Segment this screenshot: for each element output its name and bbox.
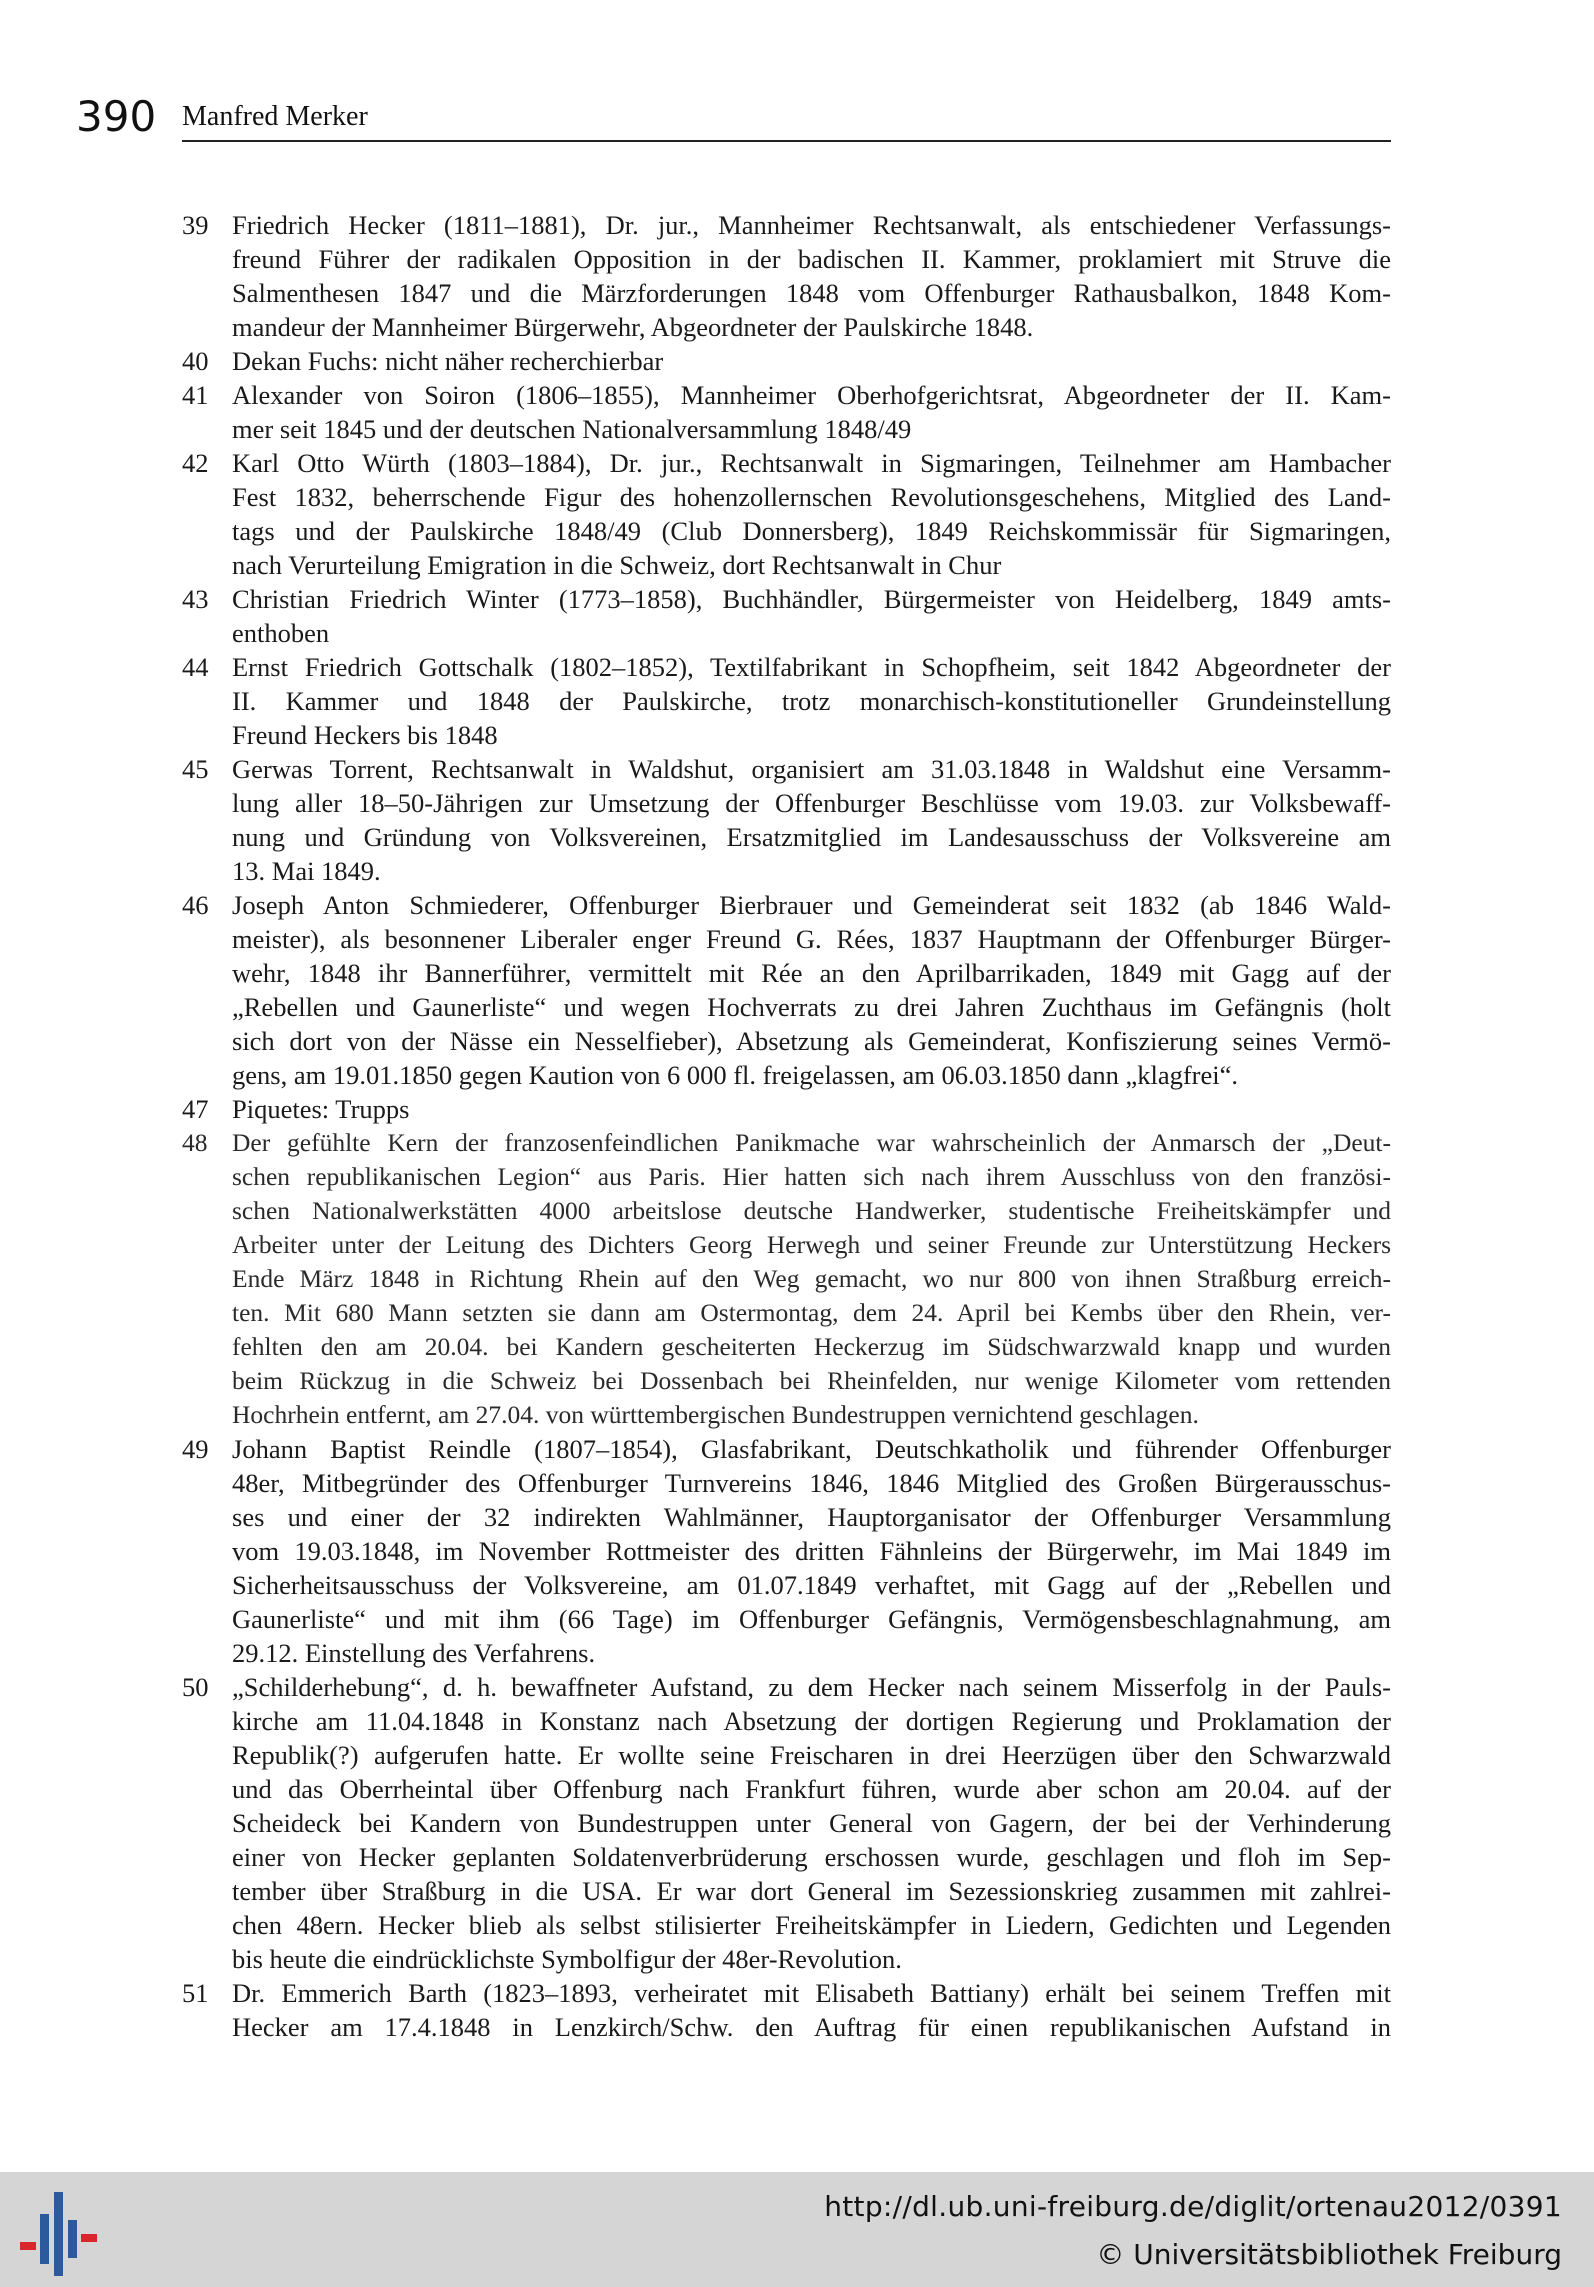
footnote-line: enthoben <box>232 618 330 648</box>
footnote-line: mandeur der Mannheimer Bürgerwehr, Abgeordneter der Paulskirche 1848. <box>232 312 1034 342</box>
running-head-author: Manfred Merker <box>182 101 368 132</box>
footnote-text <box>232 752 1391 888</box>
footnote-line: 48er, Mitbegründer des Offenburger Turnvereins 1846, 1846 Mitglied des Großen Bürgerausschus- <box>232 1468 1391 1498</box>
footnote-line: Republik(?) aufgerufen hatte. Er wollte seine Freischaren in drei Heerzügen über den Schwarzwald <box>232 1740 1391 1770</box>
footnote-number: 39 <box>182 210 209 240</box>
ub-freiburg-logo-icon <box>18 2190 100 2278</box>
footnote-text <box>232 650 1391 752</box>
footnote-line: bis heute die eindrücklichste Symbolfigur der 48er-Revolution. <box>232 1944 902 1974</box>
footnote-number: 45 <box>182 754 209 784</box>
footnote-line: schen republikanischen Legion“ aus Paris. Hier hatten sich nach ihrem Ausschluss von den französi- <box>232 1162 1391 1191</box>
footnote-number: 47 <box>182 1094 209 1124</box>
footnote-line: mer seit 1845 und der deutschen Nationalversammlung 1848/49 <box>232 414 912 444</box>
footnote-line: Ernst Friedrich Gottschalk (1802–1852), Textilfabrikant in Schopfheim, seit 1842 Abgeordneter der <box>232 652 1391 682</box>
footnotes <box>182 208 1391 2044</box>
header-rule <box>182 140 1391 142</box>
footnote-42 <box>182 446 1391 582</box>
footnote-line: Ende März 1848 in Richtung Rhein auf den Weg gemacht, wo nur 800 von ihnen Straßburg erreich- <box>232 1264 1391 1293</box>
footnote-line: schen Nationalwerkstätten 4000 arbeitslose deutsche Handwerker, studentische Freiheitskämpfer und <box>232 1196 1391 1225</box>
footnote-line: Dr. Emmerich Barth (1823–1893, verheiratet mit Elisabeth Battiany) erhält bei seinem Treffen mit <box>232 1978 1391 2008</box>
footnote-line: nung und Gründung von Volksvereinen, Ersatzmitglied im Landesausschuss der Volksvereine am <box>232 822 1391 852</box>
footnote-line: kirche am 11.04.1848 in Konstanz nach Absetzung der dortigen Regierung und Proklamation der <box>232 1706 1391 1736</box>
footnote-text <box>232 446 1391 582</box>
footnote-line: meister), als besonnener Liberaler enger Freund G. Rées, 1837 Hauptmann der Offenburger Bürger- <box>232 924 1391 954</box>
footnote-text <box>232 582 1391 650</box>
page-number: 390 <box>76 92 157 141</box>
footnote-40 <box>182 344 1391 378</box>
footnote-50 <box>182 1670 1391 1976</box>
footnote-line: Dekan Fuchs: nicht näher recherchierbar <box>232 346 664 376</box>
footnote-line: gens, am 19.01.1850 gegen Kaution von 6 000 fl. freigelassen, am 06.03.1850 dann „klagfrei“. <box>232 1060 1239 1090</box>
footnote-line: tags und der Paulskirche 1848/49 (Club Donnersberg), 1849 Reichskommissär für Sigmaringen, <box>232 516 1391 546</box>
footnote-line: Der gefühlte Kern der franzosenfeindlichen Panikmache war wahrscheinlich der Anmarsch der „Deut- <box>232 1128 1391 1157</box>
footnote-45 <box>182 752 1391 888</box>
footnote-line: einer von Hecker geplanten Soldatenverbrüderung erschossen wurde, geschlagen und floh im Sep- <box>232 1842 1391 1872</box>
footnote-text <box>232 208 1391 344</box>
footnote-line: ses und einer der 32 indirekten Wahlmänner, Hauptorganisator der Offenburger Versammlung <box>232 1502 1391 1532</box>
footnote-line: wehr, 1848 ihr Bannerführer, vermittelt mit Rée an den Aprilbarrikaden, 1849 mit Gagg auf der <box>232 958 1391 988</box>
footnote-number: 46 <box>182 890 209 920</box>
footnote-line: beim Rückzug in die Schweiz bei Dossenbach bei Rheinfelden, nur wenige Kilometer vom rettenden <box>232 1366 1391 1395</box>
footnote-line: „Rebellen und Gaunerliste“ und wegen Hochverrats zu drei Jahren Zuchthaus im Gefängnis (holt <box>232 992 1391 1022</box>
footnote-number: 43 <box>182 584 209 614</box>
footnote-line: und das Oberrheintal über Offenburg nach Frankfurt führen, wurde aber schon am 20.04. auf der <box>232 1774 1391 1804</box>
footnote-line: Christian Friedrich Winter (1773–1858), Buchhändler, Bürgermeister von Heidelberg, 1849 amts- <box>232 584 1391 614</box>
footnote-line: Arbeiter unter der Leitung des Dichters Georg Herwegh und seiner Freunde zur Unterstützung Heckers <box>232 1230 1391 1259</box>
footnote-line: chen 48ern. Hecker blieb als selbst stilisierter Freiheitskämpfer in Liedern, Gedichten und Legenden <box>232 1910 1391 1940</box>
footnote-number: 49 <box>182 1434 209 1464</box>
footnote-line: Johann Baptist Reindle (1807–1854), Glasfabrikant, Deutschkatholik und führender Offenburger <box>232 1434 1391 1464</box>
footnote-line: Friedrich Hecker (1811–1881), Dr. jur., Mannheimer Rechtsanwalt, als entschiedener Verfassungs- <box>232 210 1391 240</box>
footnote-line: tember über Straßburg in die USA. Er war dort General im Sezessionskrieg zusammen mit zahlrei- <box>232 1876 1391 1906</box>
footnote-number: 42 <box>182 448 209 478</box>
footnote-line: Fest 1832, beherrschende Figur des hohenzollernschen Revolutionsgeschehens, Mitglied des Land- <box>232 482 1391 512</box>
footnote-46 <box>182 888 1391 1092</box>
footnote-line: Piquetes: Trupps <box>232 1094 410 1124</box>
footnote-48 <box>182 1126 1391 1432</box>
footnote-number: 41 <box>182 380 209 410</box>
footnote-line: Gaunerliste“ und mit ihm (66 Tage) im Offenburger Gefängnis, Vermögensbeschlagnahmung, am <box>232 1604 1391 1634</box>
footnote-line: fehlten den am 20.04. bei Kandern gescheiterten Heckerzug im Südschwarzwald knapp und wurden <box>232 1332 1391 1361</box>
footnote-number: 48 <box>182 1128 208 1157</box>
footnote-line: „Schilderhebung“, d. h. bewaffneter Aufstand, zu dem Hecker nach seinem Misserfolg in der Pauls- <box>232 1672 1391 1702</box>
footnote-line: Scheideck bei Kandern von Bundestruppen unter General von Gagern, der bei der Verhinderung <box>232 1808 1391 1838</box>
footnote-line: Freund Heckers bis 1848 <box>232 720 498 750</box>
footnote-line: Joseph Anton Schmiederer, Offenburger Bierbrauer und Gemeinderat seit 1832 (ab 1846 Wald- <box>232 890 1391 920</box>
footnote-41 <box>182 378 1391 446</box>
footnote-text <box>232 1432 1391 1670</box>
footnote-line: vom 19.03.1848, im November Rottmeister des dritten Fähnleins der Bürgerwehr, im Mai 1849 im <box>232 1536 1391 1566</box>
footnote-line: Hochrhein entfernt, am 27.04. von württembergischen Bundestruppen vernichtend geschlagen. <box>232 1400 1199 1429</box>
footnote-51 <box>182 1976 1391 2044</box>
footnote-line: 13. Mai 1849. <box>232 856 381 886</box>
footnote-43 <box>182 582 1391 650</box>
footnote-47 <box>182 1092 1391 1126</box>
footnote-line: 29.12. Einstellung des Verfahrens. <box>232 1638 596 1668</box>
copyright-notice: © Universitätsbibliothek Freiburg <box>1096 2238 1562 2271</box>
source-url-link[interactable]: http://dl.ub.uni-freiburg.de/diglit/ortenau2012/0391 <box>824 2190 1562 2223</box>
footnote-number: 51 <box>182 1978 209 2008</box>
footnote-number: 44 <box>182 652 209 682</box>
footnote-line: ten. Mit 680 Mann setzten sie dann am Ostermontag, dem 24. April bei Kembs über den Rhein, ver- <box>232 1298 1391 1327</box>
footnote-line: sich dort von der Nässe ein Nesselfieber), Absetzung als Gemeinderat, Konfiszierung seines Vermö- <box>232 1026 1391 1056</box>
footnote-text <box>232 1670 1391 1976</box>
footnote-line: lung aller 18–50-Jährigen zur Umsetzung der Offenburger Beschlüsse vom 19.03. zur Volksbewaff- <box>232 788 1391 818</box>
footnote-line: nach Verurteilung Emigration in die Schweiz, dort Rechtsanwalt in Chur <box>232 550 1002 580</box>
footnote-number: 50 <box>182 1672 209 1702</box>
footnote-line: Karl Otto Würth (1803–1884), Dr. jur., Rechtsanwalt in Sigmaringen, Teilnehmer am Hambacher <box>232 448 1391 478</box>
footnote-line: Sicherheitsausschuss der Volksvereine, am 01.07.1849 verhaftet, mit Gagg auf der „Rebellen und <box>232 1570 1391 1600</box>
footnote-line: Alexander von Soiron (1806–1855), Mannheimer Oberhofgerichtsrat, Abgeordneter der II. Kam- <box>232 380 1391 410</box>
footnote-49 <box>182 1432 1391 1670</box>
footnote-line: II. Kammer und 1848 der Paulskirche, trotz monarchisch-konstitutioneller Grundeinstellung <box>232 686 1391 716</box>
footnote-text <box>232 888 1391 1092</box>
footnote-text <box>232 1976 1391 2044</box>
footnote-44 <box>182 650 1391 752</box>
footnote-line: Hecker am 17.4.1848 in Lenzkirch/Schw. den Auftrag für einen republikanischen Aufstand in <box>232 2012 1391 2042</box>
footnote-text <box>232 344 1391 378</box>
footnote-text <box>232 1126 1391 1432</box>
footnote-39 <box>182 208 1391 344</box>
footnote-number: 40 <box>182 346 209 376</box>
footnote-text <box>232 378 1391 446</box>
footnote-line: freund Führer der radikalen Opposition in der badischen II. Kammer, proklamiert mit Struve die <box>232 244 1391 274</box>
footnote-line: Gerwas Torrent, Rechtsanwalt in Waldshut, organisiert am 31.03.1848 in Waldshut eine Versamm- <box>232 754 1391 784</box>
footnote-text <box>232 1092 1391 1126</box>
footnote-line: Salmenthesen 1847 und die Märzforderungen 1848 vom Offenburger Rathausbalkon, 1848 Kom- <box>232 278 1391 308</box>
